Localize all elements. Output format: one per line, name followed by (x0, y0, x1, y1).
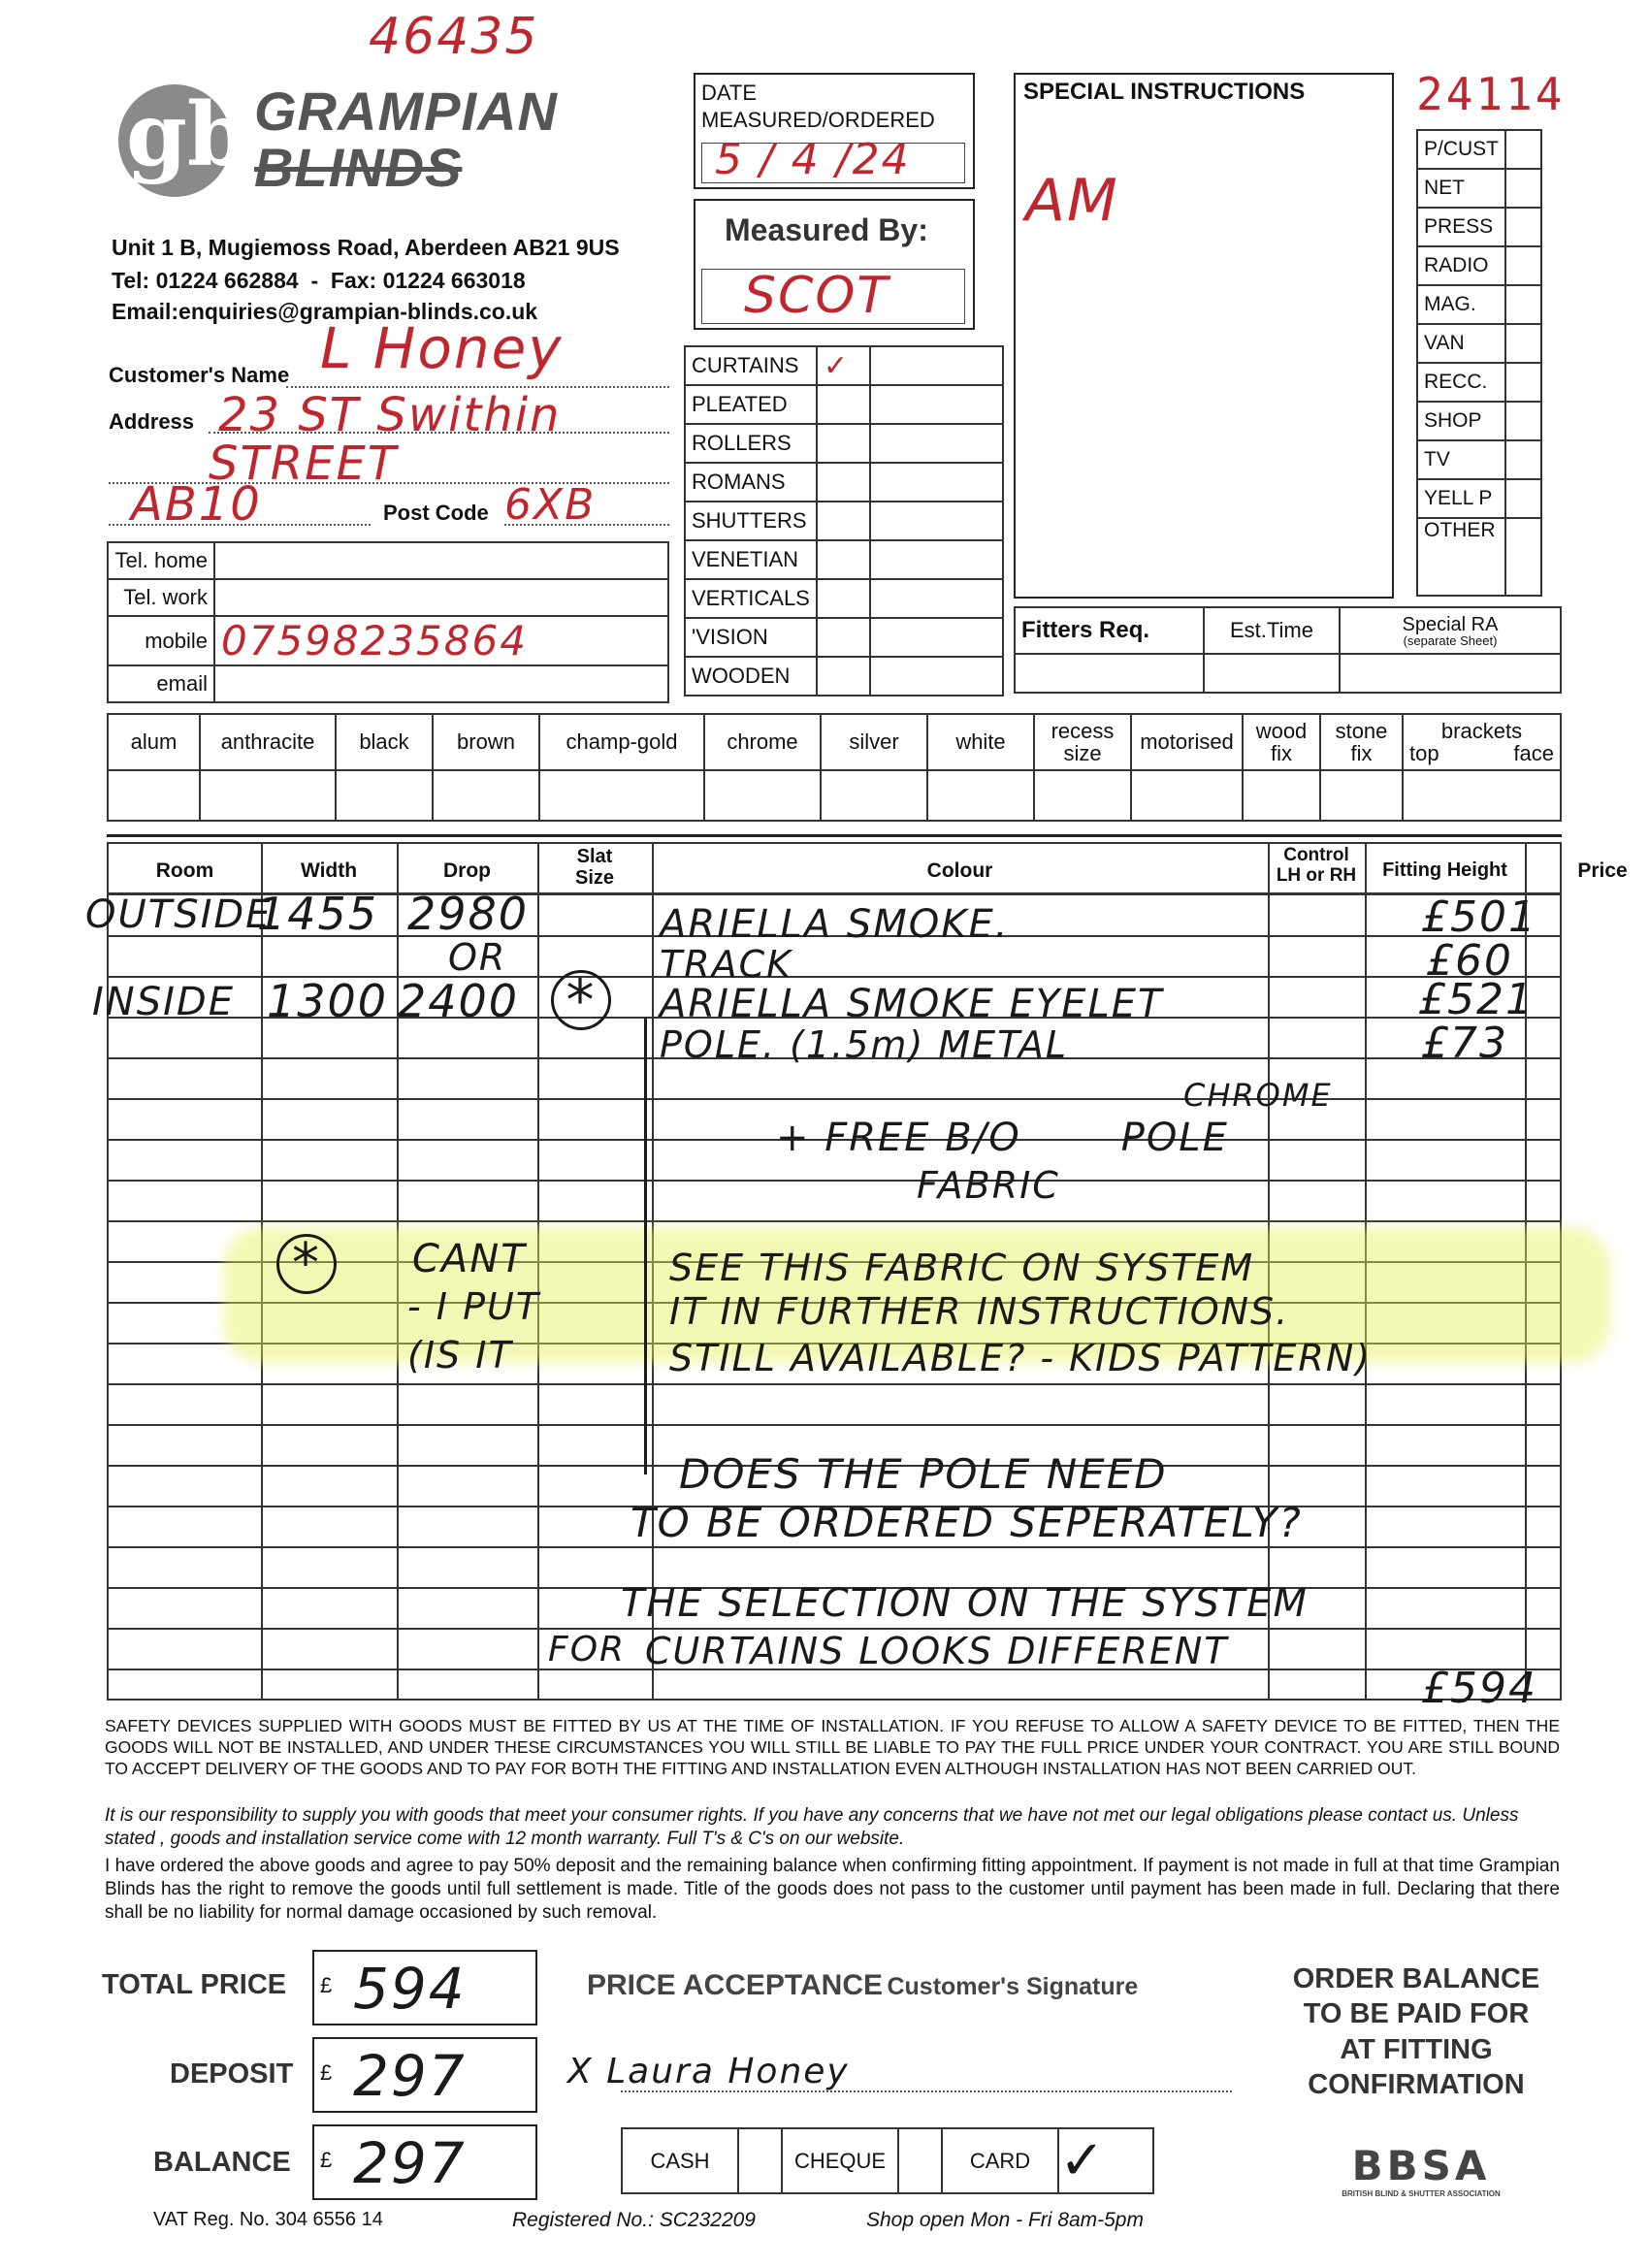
bracket-line (644, 1019, 647, 1474)
note7-left: FOR (548, 1630, 627, 1669)
hw-row4-price: £73 (1421, 1019, 1508, 1068)
terms-responsibility: It is our responsibility to supply you with goods that meet your consumer rights. If you have any concerns that we have not met our legal obligations please contact us. Unless stated , goods and installation service come with 12 month warranty. Full T's & C's on our website. (105, 1805, 1519, 1849)
hw-row4-colour: POLE. (1.5m) METAL (660, 1023, 1069, 1066)
note-star: * (276, 1234, 337, 1294)
terms-agreement: I have ordered the above goods and agree to pay 50% deposit and the remaining balance when confirming fitting appointment. If payment is not made in full at that time Grampian Blinds has the right to remove the goods until full settlement is made. Title of the goods does not pass to the customer until payment has been made in full. Declaring that there shall be no liability for normal damage occasioned by such removal. (105, 1856, 1560, 1923)
product-type-label: 'VISION (685, 618, 817, 657)
wood-fix-label-2: fix (1271, 741, 1292, 765)
source-label: MAG. (1417, 285, 1505, 324)
curtains-tick: ✓ (817, 346, 870, 385)
special-instructions-value: AM (1025, 167, 1119, 235)
balance-box (312, 2124, 537, 2200)
registered-number: Registered No.: SC232209 (512, 2209, 756, 2231)
brackets-label: brackets (1440, 718, 1523, 743)
finish-option: anthracite (200, 714, 336, 770)
price-acceptance-subtitle: Customer's Signature (887, 1973, 1139, 2000)
hw-row1-price: £501 (1421, 892, 1537, 942)
hw-row3-price: £521 (1418, 975, 1535, 1024)
balance-value: 297 (353, 2130, 467, 2196)
hw-row3-drop: 2400 (398, 975, 520, 1027)
source-label: TV (1417, 440, 1505, 479)
special-ra-note: (separate Sheet) (1403, 632, 1498, 648)
source-label: SHOP (1417, 402, 1505, 440)
note5: TO BE ORDERED SEPERATELY? (630, 1499, 1303, 1546)
finish-option: alum (108, 714, 200, 770)
note4: DOES THE POLE NEED (679, 1450, 1168, 1498)
source-label: OTHER (1417, 518, 1505, 596)
hw-row5-colour: CHROME (1183, 1077, 1333, 1114)
header-room: Room (155, 859, 214, 882)
customer-name-label: Customer's Name (109, 363, 290, 387)
phone-label: Tel. home (108, 542, 214, 579)
note2-right: IT IN FURTHER INSTRUCTIONS. (669, 1290, 1290, 1333)
source-label: VAN (1417, 324, 1505, 363)
finish-option: black (336, 714, 433, 770)
hw-row1-colour: ARIELLA SMOKE. (660, 902, 1010, 947)
product-type-label: VERTICALS (685, 579, 817, 618)
customer-name-value: L Honey (320, 315, 564, 381)
currency-symbol: £ (320, 1973, 333, 1997)
header-control-2: LH or RH (1276, 864, 1357, 886)
bbsa-logo (1305, 2142, 1537, 2198)
order-balance-line: CONFIRMATION (1308, 2068, 1525, 2100)
postcode-label: Post Code (383, 501, 489, 525)
company-address: Unit 1 B, Mugiemoss Road, Aberdeen AB21 9US (112, 235, 620, 260)
total-price-label: TOTAL PRICE (102, 1969, 287, 2000)
job-number: 46435 (369, 8, 539, 66)
est-time-label: Est.Time (1204, 607, 1340, 654)
bbsa-logo-text: BBSA (1351, 2142, 1491, 2189)
signature-line (621, 2090, 1232, 2092)
brackets-top-label: top (1409, 741, 1439, 765)
company-name-line1: GRAMPIAN (254, 81, 558, 142)
total-price-value: 594 (353, 1956, 467, 2022)
phone-label: mobile (108, 616, 214, 665)
order-number: 24114 (1416, 68, 1566, 120)
hw-row2-colour: TRACK (660, 943, 793, 986)
order-balance-line: TO BE PAID FOR (1303, 1998, 1530, 2030)
address-value-2: STREET (209, 437, 399, 491)
deposit-box (312, 2037, 537, 2113)
wood-fix-label-1: wood (1255, 718, 1308, 743)
header-fitting-height: Fitting Height (1382, 859, 1507, 881)
price-acceptance-title: PRICE ACCEPTANCE (587, 1969, 884, 2001)
company-tel-fax: Tel: 01224 662884 - Fax: 01224 663018 (112, 268, 526, 293)
note3-right: STILL AVAILABLE? - KIDS PATTERN) (669, 1337, 1373, 1379)
note3-left: (IS IT (407, 1334, 513, 1377)
phone-label: email (108, 665, 214, 702)
terms-safety: SAFETY DEVICES SUPPLIED WITH GOODS MUST BE FITTED BY US AT THE TIME OF INSTALLATION. IF YOU REFUSE TO ALLOW A SAFETY DEVICE TO BE FITTED, THEN THE GOODS WILL NOT BE INSTALLED, AND UNDER THESE CIRCUMSTANCES YOU WILL STILL BE LIABLE TO PAY THE FULL PRICE UNDER YOUR CONTRACT. YOU ARE STILL BOUND TO ACCEPT DELIVERY OF THE GOODS AND TO PAY FOR BOTH THE FITTING AND INSTALLATION EVEN ALTHOUGH INSTALLATION HAS NOT BEEN CARRIED OUT. (105, 1716, 1560, 1779)
brackets-face-label: face (1513, 741, 1554, 765)
card-tick: ✓ (1058, 2128, 1153, 2193)
note1-right: SEE THIS FABRIC ON SYSTEM (669, 1247, 1255, 1289)
hw-row6-colour: + FREE B/O POLE (776, 1116, 1229, 1160)
product-type-label: ROLLERS (685, 424, 817, 463)
payment-cash: CASH (622, 2128, 738, 2193)
product-type-label: ROMANS (685, 463, 817, 502)
payment-table (621, 2127, 1154, 2194)
stone-fix-label-1: stone (1335, 718, 1388, 743)
logo-letters: gb (126, 83, 248, 186)
hw-row3-star: * (551, 970, 611, 1030)
recess-label-2: size (1063, 741, 1102, 765)
address-label: Address (109, 409, 195, 434)
hw-row3-width: 1300 (267, 975, 389, 1027)
source-label: RADIO (1417, 246, 1505, 285)
hw-total: £594 (1421, 1664, 1537, 1713)
header-slat-2: Size (574, 867, 615, 889)
balance-label: BALANCE (153, 2147, 291, 2178)
recess-label-1: recess (1051, 718, 1115, 743)
hw-row3-room: INSIDE (92, 980, 235, 1024)
company-name-line2: BLINDS (254, 137, 463, 198)
finish-option: champ-gold (539, 714, 704, 770)
source-label: NET (1417, 169, 1505, 208)
note7-right: CURTAINS LOOKS DIFFERENT (645, 1630, 1229, 1672)
deposit-label: DEPOSIT (170, 2058, 294, 2090)
date-label-2: MEASURED/ORDERED (701, 108, 935, 132)
special-ra-label: Special RA (1402, 613, 1499, 635)
bbsa-tagline: BRITISH BLIND & SHUTTER ASSOCIATION (1342, 2189, 1501, 2198)
fitters-label: Fitters Req. (1015, 607, 1204, 654)
finish-option: brown (433, 714, 539, 770)
currency-symbol: £ (320, 2060, 333, 2085)
header-slat-1: Slat (576, 846, 613, 867)
hw-row1-width: 1455 (257, 888, 379, 940)
source-label: PRESS (1417, 208, 1505, 246)
price-acceptance (587, 1969, 1138, 2002)
note6: THE SELECTION ON THE SYSTEM (621, 1581, 1310, 1626)
source-label: RECC. (1417, 363, 1505, 402)
header-drop: Drop (443, 859, 491, 882)
header-colour: Colour (926, 859, 993, 882)
product-type-label: SHUTTERS (685, 502, 817, 540)
source-label: P/CUST (1417, 130, 1505, 169)
header-control-1: Control (1283, 845, 1349, 865)
measured-by-label: Measured By: (725, 212, 928, 247)
hw-row3-colour: ARIELLA SMOKE EYELET (660, 982, 1164, 1026)
total-price-box (312, 1950, 537, 2025)
product-type-label: VENETIAN (685, 540, 817, 579)
finish-option: silver (821, 714, 927, 770)
phone-label: Tel. work (108, 579, 214, 616)
header-price: Price (1577, 859, 1628, 882)
postcode-value: 6XB (504, 480, 597, 530)
product-type-label: CURTAINS (685, 346, 817, 385)
order-balance-line: ORDER BALANCE (1292, 1963, 1540, 1994)
product-type-label: PLEATED (685, 385, 817, 424)
hw-row2-price: £60 (1426, 936, 1513, 986)
hw-row1-room: OUTSIDE (85, 892, 273, 937)
address-value-1: 23 ST Swithin (218, 388, 562, 442)
mobile-value: 07598235864 (214, 616, 668, 665)
special-instructions-label: SPECIAL INSTRUCTIONS (1023, 79, 1306, 105)
date-label-1: DATE (701, 81, 758, 105)
header-width: Width (300, 859, 358, 882)
payment-card: CARD (942, 2128, 1058, 2193)
finish-option: chrome (704, 714, 821, 770)
order-balance-line: AT FITTING (1340, 2033, 1493, 2065)
address-value-3: AB10 (131, 477, 262, 532)
customer-signature: X Laura Honey (567, 2052, 850, 2091)
vat-number: VAT Reg. No. 304 6556 14 (153, 2209, 383, 2230)
order-balance-notice (1261, 1961, 1571, 2102)
note1-left: CANT (412, 1237, 527, 1281)
hw-row1-drop: 2980 (407, 888, 530, 940)
product-type-label: WOODEN (685, 657, 817, 696)
note2-left: - I PUT (407, 1285, 541, 1328)
hw-row7-colour: FABRIC (917, 1164, 1060, 1207)
finish-option: white (927, 714, 1034, 770)
motorised-label: motorised (1131, 714, 1243, 770)
company-email: Email:enquiries@grampian-blinds.co.uk (112, 299, 538, 324)
measured-by-value: SCOT (744, 267, 890, 325)
date-value: 5 / 4 /24 (715, 135, 911, 184)
stone-fix-label-2: fix (1350, 741, 1373, 765)
payment-cheque: CHEQUE (782, 2128, 898, 2193)
deposit-value: 297 (353, 2043, 467, 2109)
source-label: YELL P (1417, 479, 1505, 518)
currency-symbol: £ (320, 2148, 333, 2172)
shop-hours: Shop open Mon - Fri 8am-5pm (866, 2209, 1144, 2231)
hw-row2-drop: OR (448, 936, 507, 979)
